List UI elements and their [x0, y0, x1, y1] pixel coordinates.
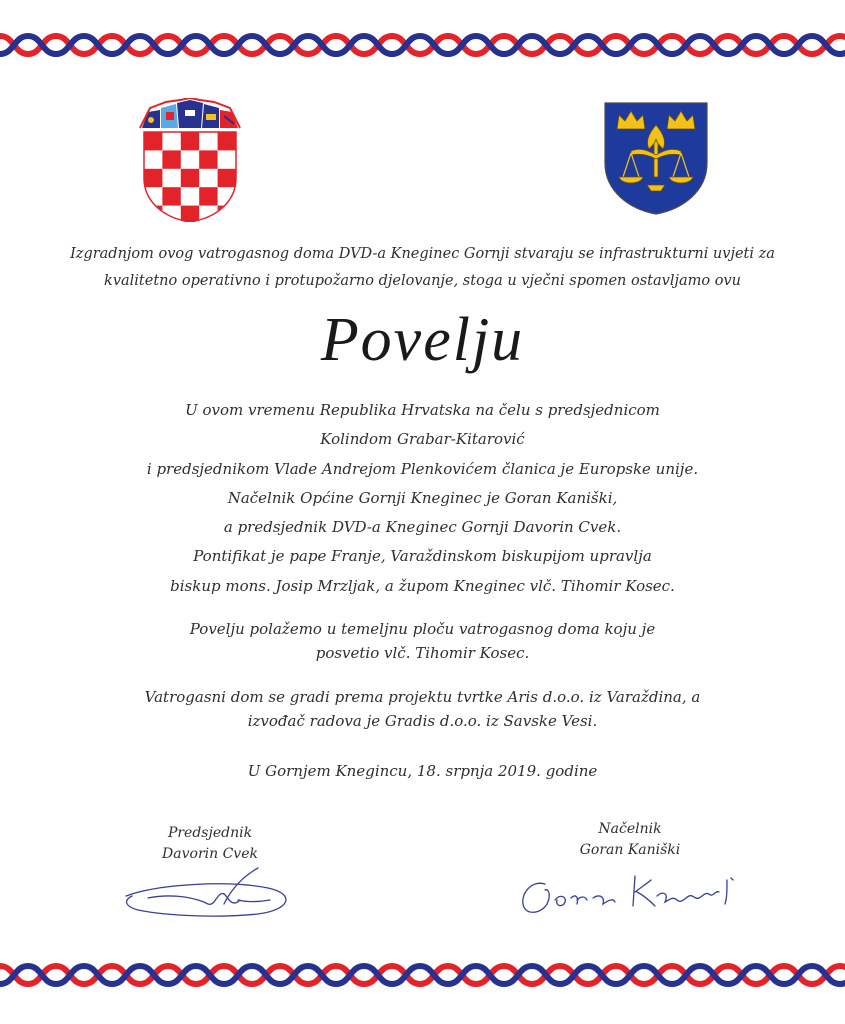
decorative-border-top [0, 28, 845, 62]
signature-role: Predsjednik [167, 825, 253, 841]
paragraph-line: Kolindom Grabar-Kitarović [320, 430, 525, 449]
intro-line: Izgradnjom ovog vatrogasnog doma DVD-a Kneginec Gornji stvaraju se infrastrukturni uvjeti za [70, 246, 775, 262]
paragraph-line: izvođač radova je Gradis d.o.o. iz Savske Vesi. [247, 712, 598, 730]
paragraph-line: Vatrogasni dom se gradi prema projektu tvrtke Aris d.o.o. iz Varaždina, a [144, 688, 701, 706]
paragraph-line: i predsjednikom Vlade Andrejom Plenkovićem članica je Europske unije. [146, 459, 699, 478]
paragraph-line: Načelnik Općine Gornji Kneginec je Goran Kaniški, [227, 488, 618, 507]
municipal-coat-of-arms-icon [601, 99, 711, 215]
signature-name: Goran Kaniški [579, 842, 681, 858]
intro-line: kvalitetno operativno i protupožarno djelovanje, stoga u vječni spomen ostavljamo ovu [104, 273, 741, 289]
paragraph-line: posvetio vlč. Tihomir Kosec. [315, 644, 530, 662]
intro-text [0, 241, 845, 295]
dateline: U Gornjem Knegincu, 18. srpnja 2019. godine [247, 762, 598, 780]
paragraph-contractor [0, 685, 845, 733]
paragraph-line: Povelju polažemo u temeljnu ploču vatrogasnog doma koju je [189, 620, 656, 638]
paragraph-main [0, 396, 845, 601]
signature-role: Načelnik [598, 821, 662, 837]
paragraph-foundation [0, 617, 845, 665]
paragraph-line: U ovom vremenu Republika Hrvatska na čelu s predsjednicom [185, 401, 660, 419]
handwritten-signature-icon [118, 866, 298, 922]
paragraph-line: Pontifikat je pape Franje, Varaždinskom biskupijom upravlja [193, 547, 652, 566]
signature-block-mayor [560, 819, 700, 861]
paragraph-line: a predsjednik DVD-a Kneginec Gornji Davorin Cvek. [223, 518, 622, 537]
document-title: Povelju [320, 306, 525, 374]
decorative-border-bottom [0, 958, 845, 992]
croatian-coat-of-arms-icon [136, 98, 244, 222]
signature-name: Davorin Cvek [162, 846, 258, 862]
paragraph-line: biskup mons. Josip Mrzljak, a župom Kneginec vlč. Tihomir Kosec. [170, 576, 675, 595]
signature-block-president [140, 823, 280, 865]
handwritten-signature-icon [515, 870, 745, 920]
